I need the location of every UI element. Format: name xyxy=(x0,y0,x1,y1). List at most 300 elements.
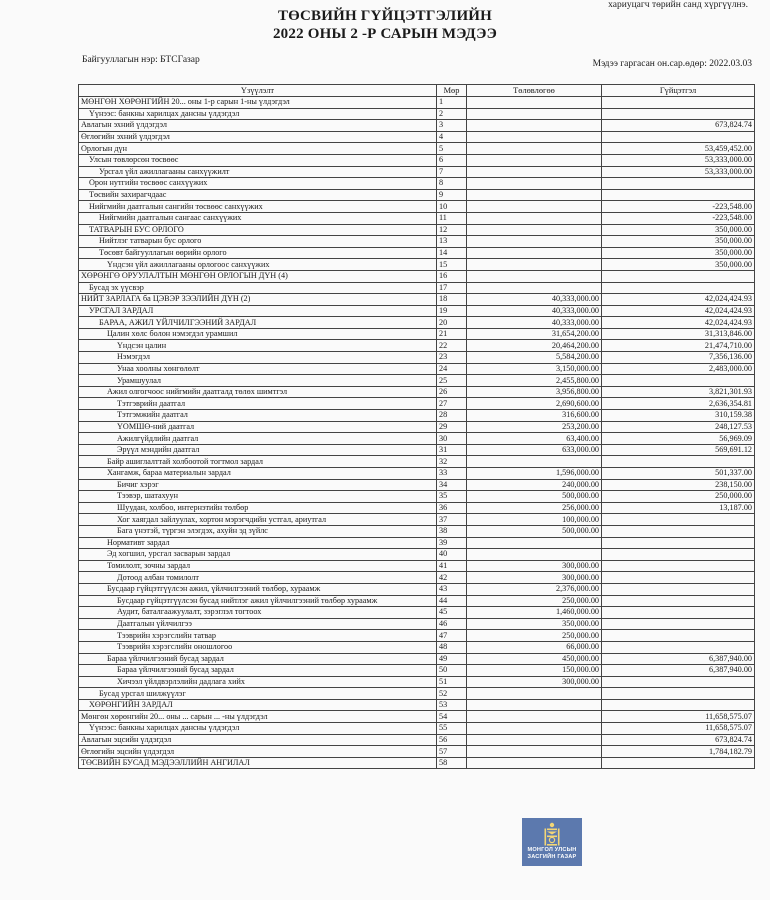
row-label: БАРАА, АЖИЛ ҮЙЛЧИЛГЭЭНИЙ ЗАРДАЛ xyxy=(79,317,437,329)
row-label: Урамшуулал xyxy=(79,375,437,387)
row-plan-value: 253,200.00 xyxy=(467,421,602,433)
row-label: Өглөгийн эхний үлдэгдэл xyxy=(79,131,437,143)
row-number: 47 xyxy=(437,630,467,642)
row-label: Улсын төвлөрсөн төсвөөс xyxy=(79,154,437,166)
row-number: 51 xyxy=(437,676,467,688)
row-plan-value xyxy=(467,108,602,120)
row-number: 54 xyxy=(437,711,467,723)
table-row xyxy=(79,305,755,317)
row-label: Ажилгүйдлийн даатгал xyxy=(79,433,437,445)
row-plan-value xyxy=(467,746,602,758)
row-label: Орлогын дүн xyxy=(79,143,437,155)
row-number: 41 xyxy=(437,560,467,572)
row-label: Цалин хөлс болон нэмэгдэл урамшил xyxy=(79,328,437,340)
row-plan-value: 300,000.00 xyxy=(467,560,602,572)
row-performance-value: 31,313,846.00 xyxy=(602,328,755,340)
row-number: 2 xyxy=(437,108,467,120)
row-number: 40 xyxy=(437,549,467,561)
row-label: Бусад урсгал шилжүүлэг xyxy=(79,688,437,700)
table-row xyxy=(79,224,755,236)
row-label: Өглөгийн эцсийн үлдэгдэл xyxy=(79,746,437,758)
row-performance-value: 42,024,424.93 xyxy=(602,317,755,329)
logo-text-line-2: ЗАСГИЙН ГАЗАР xyxy=(527,853,577,860)
row-label: Орон нутгийн төсвөөс санхүүжих xyxy=(79,178,437,190)
row-plan-value: 240,000.00 xyxy=(467,479,602,491)
table-row xyxy=(79,433,755,445)
table-row xyxy=(79,525,755,537)
row-label: Үүнээс: банкны харилцах дансны үлдэгдэл xyxy=(79,108,437,120)
row-performance-value: 673,824.74 xyxy=(602,120,755,132)
row-number: 8 xyxy=(437,178,467,190)
row-performance-value: 21,474,710.00 xyxy=(602,340,755,352)
row-label: Бичиг хэрэг xyxy=(79,479,437,491)
row-number: 18 xyxy=(437,294,467,306)
table-row xyxy=(79,131,755,143)
row-number: 35 xyxy=(437,491,467,503)
row-number: 49 xyxy=(437,653,467,665)
row-number: 22 xyxy=(437,340,467,352)
row-performance-value xyxy=(602,189,755,201)
table-row xyxy=(79,757,755,769)
row-performance-value: 6,387,940.00 xyxy=(602,653,755,665)
row-performance-value: 42,024,424.93 xyxy=(602,305,755,317)
row-plan-value xyxy=(467,247,602,259)
row-performance-value xyxy=(602,525,755,537)
row-plan-value xyxy=(467,224,602,236)
row-plan-value xyxy=(467,201,602,213)
row-number: 53 xyxy=(437,699,467,711)
row-performance-value: 248,127.53 xyxy=(602,421,755,433)
row-number: 19 xyxy=(437,305,467,317)
table-row xyxy=(79,421,755,433)
row-performance-value: 2,636,354.81 xyxy=(602,398,755,410)
table-row xyxy=(79,456,755,468)
table-row xyxy=(79,154,755,166)
table-row xyxy=(79,282,755,294)
table-row xyxy=(79,108,755,120)
row-performance-value xyxy=(602,537,755,549)
table-row xyxy=(79,641,755,653)
table-row xyxy=(79,699,755,711)
row-label: Эрүүл мэндийн даатгал xyxy=(79,444,437,456)
report-title xyxy=(0,7,770,43)
row-plan-value xyxy=(467,189,602,201)
row-number: 16 xyxy=(437,270,467,282)
table-row xyxy=(79,178,755,190)
table-row xyxy=(79,340,755,352)
row-label: ҮОМШӨ-ний даатгал xyxy=(79,421,437,433)
row-plan-value xyxy=(467,688,602,700)
row-performance-value xyxy=(602,688,755,700)
header-row-number: Мөр xyxy=(437,85,467,97)
row-performance-value xyxy=(602,131,755,143)
row-number: 44 xyxy=(437,595,467,607)
row-label: Хичээл үйлдвэрлэлийн дадлага хийх xyxy=(79,676,437,688)
row-performance-value: 56,969.09 xyxy=(602,433,755,445)
row-performance-value: 673,824.74 xyxy=(602,734,755,746)
table-row xyxy=(79,583,755,595)
row-performance-value xyxy=(602,572,755,584)
row-number: 26 xyxy=(437,386,467,398)
row-plan-value: 3,956,800.00 xyxy=(467,386,602,398)
row-number: 33 xyxy=(437,468,467,480)
header-performance: Гүйцэтгэл xyxy=(602,85,755,97)
table-row xyxy=(79,247,755,259)
table-row xyxy=(79,711,755,723)
row-performance-value xyxy=(602,375,755,387)
row-plan-value xyxy=(467,212,602,224)
row-plan-value: 40,333,000.00 xyxy=(467,305,602,317)
row-label: Бага үнэтэй, түргэн элэгдэх, ахуйн эд зүйлс xyxy=(79,525,437,537)
row-performance-value xyxy=(602,699,755,711)
row-plan-value: 250,000.00 xyxy=(467,595,602,607)
row-plan-value xyxy=(467,131,602,143)
row-plan-value: 63,400.00 xyxy=(467,433,602,445)
row-performance-value xyxy=(602,583,755,595)
row-plan-value: 20,464,200.00 xyxy=(467,340,602,352)
row-performance-value: 13,187.00 xyxy=(602,502,755,514)
row-performance-value: -223,548.00 xyxy=(602,212,755,224)
row-label: Тэтгэврийн даатгал xyxy=(79,398,437,410)
budget-report-table xyxy=(78,84,755,769)
table-row xyxy=(79,746,755,758)
row-plan-value xyxy=(467,259,602,271)
table-row xyxy=(79,201,755,213)
row-performance-value xyxy=(602,630,755,642)
row-plan-value: 316,600.00 xyxy=(467,410,602,422)
row-plan-value: 2,376,000.00 xyxy=(467,583,602,595)
row-number: 14 xyxy=(437,247,467,259)
row-performance-value xyxy=(602,618,755,630)
row-plan-value xyxy=(467,549,602,561)
row-number: 12 xyxy=(437,224,467,236)
row-label: Нийтлэг татварын бус орлого xyxy=(79,236,437,248)
row-number: 50 xyxy=(437,665,467,677)
table-row xyxy=(79,444,755,456)
row-performance-value xyxy=(602,757,755,769)
row-label: Төсөвт байгууллагын өөрийн орлого xyxy=(79,247,437,259)
soyombo-icon xyxy=(543,821,561,847)
row-number: 48 xyxy=(437,641,467,653)
row-plan-value: 500,000.00 xyxy=(467,491,602,503)
row-number: 21 xyxy=(437,328,467,340)
row-label: Томилолт, зочны зардал xyxy=(79,560,437,572)
row-performance-value xyxy=(602,595,755,607)
row-number: 3 xyxy=(437,120,467,132)
row-plan-value xyxy=(467,120,602,132)
row-plan-value: 5,584,200.00 xyxy=(467,352,602,364)
row-number: 27 xyxy=(437,398,467,410)
row-performance-value xyxy=(602,641,755,653)
table-row xyxy=(79,595,755,607)
table-row xyxy=(79,259,755,271)
row-label: Унаа хоолны хөнгөлөлт xyxy=(79,363,437,375)
row-label: Нийгмийн даатгалын сангаас санхүүжих xyxy=(79,212,437,224)
row-label: Урсгал үйл ажиллагааны санхүүжилт xyxy=(79,166,437,178)
row-performance-value: 53,333,000.00 xyxy=(602,166,755,178)
logo-text-line-1: МОНГОЛ УЛСЫН xyxy=(527,847,577,853)
row-label: Тэтгэмжийн даатгал xyxy=(79,410,437,422)
table-row xyxy=(79,410,755,422)
row-plan-value: 250,000.00 xyxy=(467,630,602,642)
row-performance-value: -223,548.00 xyxy=(602,201,755,213)
row-label: Нормативт зардал xyxy=(79,537,437,549)
table-row xyxy=(79,572,755,584)
row-label: Даатгалын үйлчилгээ xyxy=(79,618,437,630)
table-row xyxy=(79,363,755,375)
row-performance-value: 7,356,136.00 xyxy=(602,352,755,364)
row-performance-value xyxy=(602,549,755,561)
row-number: 57 xyxy=(437,746,467,758)
row-number: 58 xyxy=(437,757,467,769)
row-performance-value: 53,333,000.00 xyxy=(602,154,755,166)
row-label: Бусдаар гүйцэтгүүлсэн бусад нийтлэг ажил үйлчилгээний төлбөр хураамж xyxy=(79,595,437,607)
row-plan-value xyxy=(467,734,602,746)
table-row xyxy=(79,294,755,306)
row-plan-value: 150,000.00 xyxy=(467,665,602,677)
row-plan-value xyxy=(467,711,602,723)
row-label: Үндсэн цалин xyxy=(79,340,437,352)
table-row xyxy=(79,630,755,642)
row-label: Авлагын эцсийн үлдэгдэл xyxy=(79,734,437,746)
row-label: Эд хогшил, урсгал засварын зардал xyxy=(79,549,437,561)
row-performance-value xyxy=(602,607,755,619)
table-row xyxy=(79,398,755,410)
row-number: 13 xyxy=(437,236,467,248)
row-performance-value xyxy=(602,270,755,282)
row-label: Мөнгөн хөрөнгийн 20... оны ... сарын ... -ны үлдэгдэл xyxy=(79,711,437,723)
row-label: Авлагын эхний үлдэгдэл xyxy=(79,120,437,132)
row-performance-value: 238,150.00 xyxy=(602,479,755,491)
row-number: 56 xyxy=(437,734,467,746)
table-row xyxy=(79,653,755,665)
table-row xyxy=(79,514,755,526)
row-label: Нэмэгдэл xyxy=(79,352,437,364)
row-number: 29 xyxy=(437,421,467,433)
table-row xyxy=(79,560,755,572)
row-number: 15 xyxy=(437,259,467,271)
row-performance-value: 42,024,424.93 xyxy=(602,294,755,306)
table-row xyxy=(79,189,755,201)
row-plan-value xyxy=(467,166,602,178)
row-label: Тээврийн хэрэгслийн оношлогоо xyxy=(79,641,437,653)
row-number: 17 xyxy=(437,282,467,294)
row-number: 39 xyxy=(437,537,467,549)
row-plan-value xyxy=(467,282,602,294)
header-plan: Төлөвлөгөө xyxy=(467,85,602,97)
table-row xyxy=(79,352,755,364)
table-row xyxy=(79,491,755,503)
header-indicator: Үзүүлэлт xyxy=(79,85,437,97)
row-label: Шуудан, холбоо, интернэтийн төлбөр xyxy=(79,502,437,514)
table-row xyxy=(79,618,755,630)
row-label: Ажил олгогчоос нийгмийн даатгалд төлөх шимтгэл xyxy=(79,386,437,398)
row-plan-value: 1,596,000.00 xyxy=(467,468,602,480)
row-performance-value: 250,000.00 xyxy=(602,491,755,503)
row-performance-value xyxy=(602,282,755,294)
table-body xyxy=(79,97,755,769)
table-row xyxy=(79,688,755,700)
row-number: 42 xyxy=(437,572,467,584)
row-performance-value: 2,483,000.00 xyxy=(602,363,755,375)
row-label: Байр ашиглалттай холбоотой тогтмол зардал xyxy=(79,456,437,468)
row-performance-value: 350,000.00 xyxy=(602,236,755,248)
row-number: 45 xyxy=(437,607,467,619)
row-label: ХӨРӨНГӨ ОРУУЛАЛТЫН МӨНГӨН ОРЛОГЫН ДҮН (4) xyxy=(79,270,437,282)
row-number: 25 xyxy=(437,375,467,387)
table-row xyxy=(79,549,755,561)
table-header-row xyxy=(79,85,755,97)
row-label: ХӨРӨНГИЙН ЗАРДАЛ xyxy=(79,699,437,711)
table-row xyxy=(79,236,755,248)
row-plan-value xyxy=(467,456,602,468)
table-row xyxy=(79,723,755,735)
row-plan-value: 1,460,000.00 xyxy=(467,607,602,619)
row-label: УРСГАЛ ЗАРДАЛ xyxy=(79,305,437,317)
row-number: 6 xyxy=(437,154,467,166)
row-performance-value xyxy=(602,514,755,526)
table-row xyxy=(79,317,755,329)
row-plan-value: 450,000.00 xyxy=(467,653,602,665)
table-row xyxy=(79,97,755,109)
row-performance-value: 1,784,182.79 xyxy=(602,746,755,758)
table-row xyxy=(79,375,755,387)
row-plan-value xyxy=(467,154,602,166)
title-line-1: ТӨСВИЙН ГҮЙЦЭТГЭЛИЙН xyxy=(277,8,493,24)
row-number: 38 xyxy=(437,525,467,537)
row-label: Бусдаар гүйцэтгүүлсэн ажил, үйлчилгээний төлбөр, хураамж xyxy=(79,583,437,595)
row-performance-value: 310,159.38 xyxy=(602,410,755,422)
row-number: 46 xyxy=(437,618,467,630)
row-performance-value xyxy=(602,676,755,688)
table-row xyxy=(79,386,755,398)
row-label: МӨНГӨН ХӨРӨНГИЙН 20... оны 1-р сарын 1-ны үлдэгдэл xyxy=(79,97,437,109)
row-plan-value xyxy=(467,537,602,549)
row-number: 36 xyxy=(437,502,467,514)
row-label: Бараа үйлчилгээний бусад зардал xyxy=(79,653,437,665)
table-row xyxy=(79,479,755,491)
report-date: Мэдээ гаргасан он.сар.өдөр: 2022.03.03 xyxy=(592,59,752,69)
title-line-2: 2022 ОНЫ 2 -Р САРЫН МЭДЭЭ xyxy=(272,26,498,42)
table-row xyxy=(79,212,755,224)
row-label: Үндсэн үйл ажиллагааны орлогоос санхүүжих xyxy=(79,259,437,271)
row-performance-value: 350,000.00 xyxy=(602,247,755,259)
row-label: Төсвийн захирагчдаас xyxy=(79,189,437,201)
row-number: 34 xyxy=(437,479,467,491)
row-number: 10 xyxy=(437,201,467,213)
row-number: 20 xyxy=(437,317,467,329)
table-row xyxy=(79,120,755,132)
row-number: 11 xyxy=(437,212,467,224)
row-plan-value: 100,000.00 xyxy=(467,514,602,526)
row-label: Бусад эх үүсвэр xyxy=(79,282,437,294)
row-performance-value xyxy=(602,108,755,120)
row-plan-value xyxy=(467,723,602,735)
row-plan-value xyxy=(467,699,602,711)
row-number: 55 xyxy=(437,723,467,735)
table-row xyxy=(79,537,755,549)
row-performance-value: 6,387,940.00 xyxy=(602,665,755,677)
row-number: 37 xyxy=(437,514,467,526)
table-row xyxy=(79,468,755,480)
row-plan-value: 3,150,000.00 xyxy=(467,363,602,375)
row-plan-value xyxy=(467,236,602,248)
row-number: 30 xyxy=(437,433,467,445)
row-plan-value xyxy=(467,757,602,769)
row-plan-value: 350,000.00 xyxy=(467,618,602,630)
row-number: 28 xyxy=(437,410,467,422)
row-number: 43 xyxy=(437,583,467,595)
row-performance-value: 11,658,575.07 xyxy=(602,723,755,735)
row-label: Хангамж, бараа материалын зардал xyxy=(79,468,437,480)
row-performance-value xyxy=(602,560,755,572)
row-plan-value: 300,000.00 xyxy=(467,572,602,584)
row-performance-value xyxy=(602,456,755,468)
row-number: 31 xyxy=(437,444,467,456)
row-label: Тээврийн хэрэгслийн татвар xyxy=(79,630,437,642)
row-label: Дотоод албан томилолт xyxy=(79,572,437,584)
row-number: 1 xyxy=(437,97,467,109)
row-performance-value: 3,821,301.93 xyxy=(602,386,755,398)
row-number: 52 xyxy=(437,688,467,700)
row-plan-value: 633,000.00 xyxy=(467,444,602,456)
table-row xyxy=(79,734,755,746)
row-performance-value: 569,691.12 xyxy=(602,444,755,456)
row-number: 4 xyxy=(437,131,467,143)
row-number: 24 xyxy=(437,363,467,375)
table-row xyxy=(79,676,755,688)
row-plan-value: 31,654,200.00 xyxy=(467,328,602,340)
row-number: 5 xyxy=(437,143,467,155)
table-row xyxy=(79,607,755,619)
row-performance-value: 11,658,575.07 xyxy=(602,711,755,723)
row-label: Тээвэр, шатахуун xyxy=(79,491,437,503)
row-plan-value: 2,690,600.00 xyxy=(467,398,602,410)
row-plan-value: 300,000.00 xyxy=(467,676,602,688)
row-plan-value xyxy=(467,143,602,155)
row-plan-value: 40,333,000.00 xyxy=(467,294,602,306)
row-label: Үүнээс: банкны харилцах дансны үлдэгдэл xyxy=(79,723,437,735)
row-label: ТӨСВИЙН БУСАД МЭДЭЭЛЛИЙН АНГИЛАЛ xyxy=(79,757,437,769)
row-label: Бараа үйлчилгээний бусад зардал xyxy=(79,665,437,677)
row-label: ТАТВАРЫН БУС ОРЛОГО xyxy=(79,224,437,236)
row-label: Аудит, баталгаажуулалт, зэрэглэл тогтоох xyxy=(79,607,437,619)
row-label: Хог хаягдал зайлуулах, хортон мэрэгчдийн устгал, ариутгал xyxy=(79,514,437,526)
row-performance-value: 501,337.00 xyxy=(602,468,755,480)
row-plan-value: 2,455,800.00 xyxy=(467,375,602,387)
row-performance-value: 350,000.00 xyxy=(602,224,755,236)
row-number: 32 xyxy=(437,456,467,468)
row-number: 9 xyxy=(437,189,467,201)
table-row xyxy=(79,665,755,677)
row-label: НИЙТ ЗАРЛАГА ба ЦЭВЭР ЗЭЭЛИЙН ДҮН (2) xyxy=(79,294,437,306)
row-plan-value xyxy=(467,270,602,282)
row-performance-value xyxy=(602,178,755,190)
row-plan-value: 40,333,000.00 xyxy=(467,317,602,329)
row-plan-value: 500,000.00 xyxy=(467,525,602,537)
row-number: 23 xyxy=(437,352,467,364)
row-label: Нийгмийн даатгалын сангийн төсвөөс санхүүжих xyxy=(79,201,437,213)
row-number: 7 xyxy=(437,166,467,178)
table-row xyxy=(79,328,755,340)
row-plan-value: 66,000.00 xyxy=(467,641,602,653)
row-plan-value xyxy=(467,178,602,190)
table-row xyxy=(79,166,755,178)
row-plan-value xyxy=(467,97,602,109)
row-performance-value: 53,459,452.00 xyxy=(602,143,755,155)
table-row xyxy=(79,270,755,282)
government-logo xyxy=(522,818,582,866)
